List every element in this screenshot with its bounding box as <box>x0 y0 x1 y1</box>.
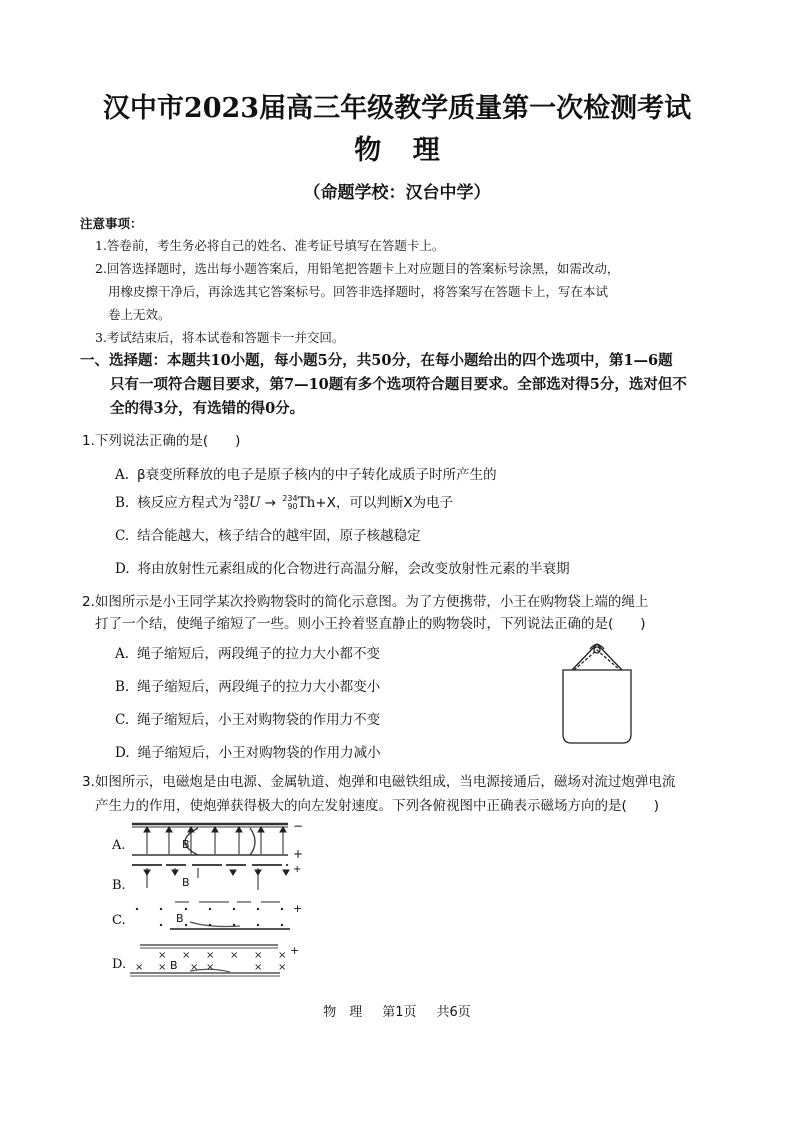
reaction-arrow: → <box>264 495 276 511</box>
school-note: （命题学校：汉台中学） <box>303 183 491 203</box>
option-label: D. <box>115 745 130 761</box>
field-arrowhead <box>258 827 264 832</box>
thorium-symbol: Th <box>297 495 316 511</box>
question-3-option-b-label[interactable]: B. <box>112 878 126 893</box>
field-arrowhead <box>212 827 218 832</box>
question-2-option-d[interactable] <box>115 741 381 761</box>
question-3-option-a-label[interactable]: A. <box>112 838 126 853</box>
question-3-option-c-figure[interactable] <box>130 898 310 936</box>
footer-total-pages: 共6页 <box>436 1005 471 1020</box>
option-text: 绳子缩短后，小王对购物袋的作用力减小 <box>137 745 381 761</box>
notice-item-2: 2.回答选择题时，选出每小题答案后，用铅笔把答题卡上对应题目的答案标号涂黑，如需改动， <box>95 261 620 276</box>
bag-body <box>563 670 631 743</box>
svg-text:×: × <box>206 962 215 973</box>
option-text: 将由放射性元素组成的化合物进行高温分解，会改变放射性元素的半衰期 <box>137 561 570 577</box>
field-arrowhead <box>188 827 194 832</box>
svg-text:×: × <box>278 950 287 961</box>
thorium-mass-number: 234 <box>282 494 298 503</box>
svg-text:×: × <box>190 962 199 973</box>
svg-text:×: × <box>158 962 167 973</box>
option-text-after: +X，可以判断X为电子 <box>315 495 454 511</box>
question-3-option-c-label[interactable]: C. <box>112 913 126 928</box>
question-3-option-d-label[interactable]: D. <box>112 957 127 972</box>
svg-text:×: × <box>278 962 287 973</box>
question-3-option-d-figure[interactable] <box>130 940 310 980</box>
svg-text:×: × <box>206 950 215 961</box>
question-3-option-a-figure[interactable] <box>130 818 310 860</box>
option-label: B. <box>115 495 130 511</box>
section-instructions-line-1: 一、选择题：本题共10小题，每小题5分，共50分，在每小题给出的四个选项中，第1—6题 <box>80 352 673 369</box>
option-text: 核反应方程式为 <box>137 495 232 511</box>
svg-text:×: × <box>230 950 239 961</box>
option-label: C. <box>115 528 130 544</box>
field-label: B <box>182 838 190 851</box>
question-3-option-b-figure[interactable] <box>130 862 310 894</box>
question-2-option-a[interactable] <box>115 642 380 662</box>
field-arrowhead <box>172 870 178 875</box>
question-1-option-a[interactable] <box>115 463 497 483</box>
question-1-option-b[interactable] <box>115 491 453 511</box>
field-label: B <box>182 876 190 889</box>
projectile-end <box>250 828 255 855</box>
bag-rope <box>572 644 622 670</box>
page-footer <box>0 1001 794 1020</box>
question-1-option-c[interactable] <box>115 524 421 544</box>
option-label: A. <box>115 646 130 662</box>
notice-item-2-cont: 用橡皮擦干净后，再涂选其它答案标号。回答非选择题时，将答案写在答题卡上，写在本试 <box>108 284 609 299</box>
negative-terminal: − <box>293 819 304 833</box>
question-2-stem-line-1: 2.如图所示是小王同学某次拎购物袋时的简化示意图。为了方便携带，小王在购物袋上端的绳上 <box>82 594 649 610</box>
option-label: A. <box>115 467 130 483</box>
uranium-mass-number: 238 <box>233 494 249 503</box>
notice-item-1: 1.答卷前，考生务必将自己的姓名、准考证号填写在答题卡上。 <box>95 238 445 253</box>
field-arrowhead <box>230 870 236 875</box>
subject-title: 物 理 <box>354 135 440 166</box>
section-instructions-line-2: 只有一项符合题目要求，第7—10题有多个选项符合题目要求。全部选对得5分，选对但不 <box>110 376 687 393</box>
option-label: D. <box>115 561 130 577</box>
option-text: 绳子缩短后，两段绳子的拉力大小都不变 <box>137 646 381 662</box>
option-text: 结合能越大，核子结合的越牢固，原子核越稳定 <box>137 528 421 544</box>
option-label: B. <box>115 679 130 695</box>
question-2-stem-line-2: 打了一个结，使绳子缩短了一些。则小王拎着竖直静止的购物袋时，下列说法正确的是( ) <box>95 616 646 632</box>
projectile <box>190 922 240 927</box>
footer-page-number: 第1页 <box>382 1005 417 1020</box>
section-instructions-line-3: 全的得3分，有选错的得0分。 <box>110 400 305 417</box>
question-2-option-c[interactable] <box>115 708 380 728</box>
field-arrowhead <box>280 827 286 832</box>
svg-text:×: × <box>254 962 263 973</box>
field-arrowhead <box>236 827 242 832</box>
thorium-nuclide-indices <box>282 495 297 511</box>
svg-text:×: × <box>182 950 191 961</box>
field-dots-out-of-page <box>136 908 283 926</box>
positive-terminal: + <box>293 847 304 860</box>
positive-terminal: + <box>293 902 303 915</box>
question-3-stem-line-2: 产生力的作用，使炮弹获得极大的向左发射速度。下列各俯视图中正确表示磁场方向的是( ) <box>95 798 660 814</box>
option-text: 绳子缩短后，两段绳子的拉力大小都变小 <box>137 679 381 695</box>
uranium-symbol: U <box>249 495 261 511</box>
field-arrowhead <box>144 827 150 832</box>
notice-item-2-cont2: 卷上无效。 <box>108 307 171 322</box>
notice-heading: 注意事项： <box>80 216 143 231</box>
field-arrowhead <box>283 870 289 875</box>
positive-terminal: + <box>290 944 300 957</box>
svg-text:×: × <box>135 962 144 973</box>
question-1-stem: 1.下列说法正确的是( ) <box>82 433 241 449</box>
svg-text:×: × <box>254 950 263 961</box>
svg-text:×: × <box>158 950 167 961</box>
field-label: B <box>170 959 178 972</box>
field-label: B <box>176 912 184 925</box>
option-label: C. <box>115 712 130 728</box>
field-arrowhead <box>255 870 261 875</box>
field-arrowhead <box>166 827 172 832</box>
shopping-bag-figure <box>555 640 645 750</box>
question-2-option-b[interactable] <box>115 675 380 695</box>
uranium-nuclide-indices <box>234 495 249 511</box>
uranium-atomic-number: 92 <box>238 502 249 511</box>
question-3-stem-line-1: 3.如图所示，电磁炮是由电源、金属轨道、炮弹和电磁铁组成，当电源接通后，磁场对流过炮弹电流 <box>82 774 676 790</box>
notice-item-3: 3.考试结束后，将本试卷和答题卡一并交回。 <box>95 330 345 345</box>
field-crosses-into-page <box>135 950 286 973</box>
footer-subject: 物 理 <box>323 1005 363 1020</box>
question-1-option-d[interactable] <box>115 557 570 577</box>
exam-title: 汉中市2023届高三年级教学质量第一次检测考试 <box>102 93 692 124</box>
field-arrowhead <box>144 870 150 875</box>
option-text: 绳子缩短后，小王对购物袋的作用力不变 <box>137 712 381 728</box>
option-text: β衰变所释放的电子是原子核内的中子转化成质子时所产生的 <box>137 467 497 483</box>
positive-terminal: + <box>293 864 302 875</box>
thorium-atomic-number: 90 <box>287 502 298 511</box>
